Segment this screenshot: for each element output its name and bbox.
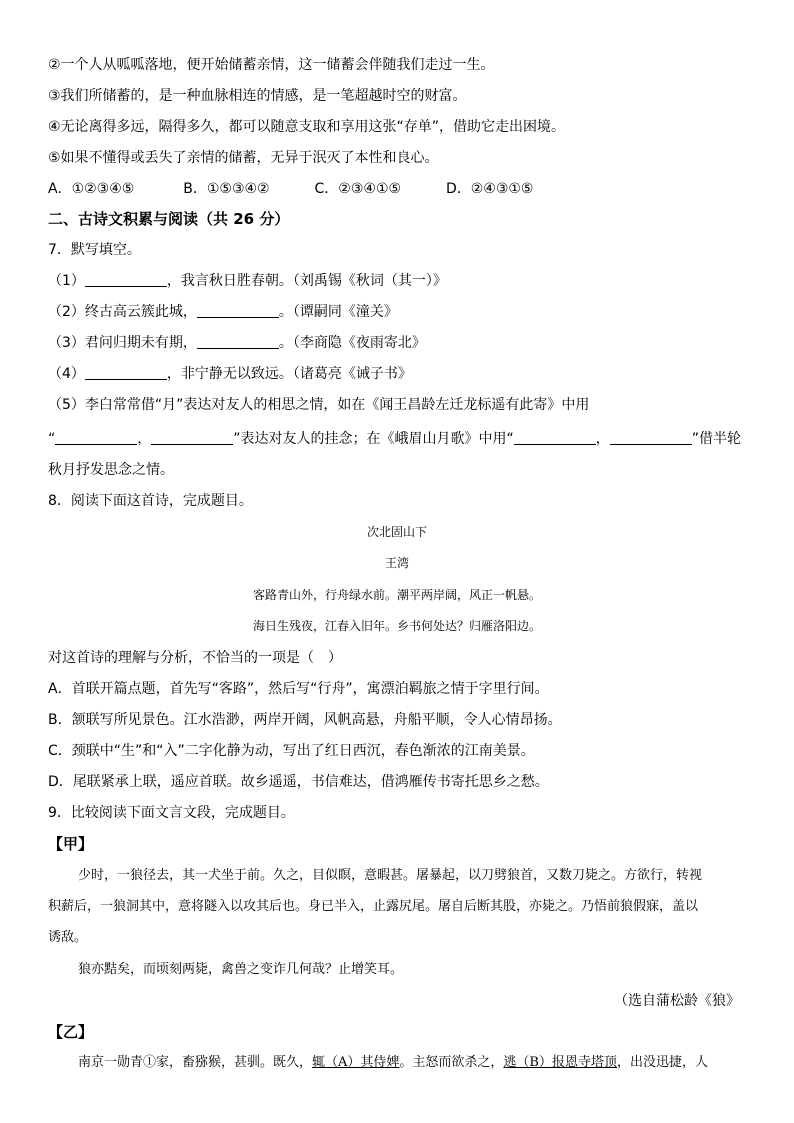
q6-sentence-2: ②一个人从呱呱落地，便开始储蓄亲情，这一储蓄会伴随我们走过一生。: [48, 57, 495, 73]
q9-stem: 9．比较阅读下面文言文段，完成题目。: [48, 805, 295, 821]
q7-item-1: [48, 271, 447, 291]
q6-option-c[interactable]: C．②③④①⑤: [314, 181, 402, 197]
q8-question: 对这首诗的理解与分析，不恰当的一项是（ ）: [48, 650, 342, 666]
poem-title: 次北固山下: [366, 525, 427, 539]
passage-jia-line-4: 狼亦黠矣，而顷刻两毙，禽兽之变诈几何哉？止增笑耳。: [78, 962, 404, 977]
q7-item-5-line-1: （5）李白常常借“月”表达对友人的相思之情，如在《闻王昌龄左迁龙标遥有此寄》中用: [48, 397, 590, 413]
q8-option-d[interactable]: D．尾联紧承上联，遥应首联。故乡遥遥，书信难达，借鸿雁传书寄托思乡之愁。: [48, 774, 549, 790]
q6-sentence-5: ⑤如果不懂得或丢失了亲情的储蓄，无异于泯灭了本性和良心。: [48, 150, 439, 166]
q7-item-4-text: ，非宁静无以致远。（诸葛亮《诫子书》: [166, 366, 412, 382]
q7-item-3-source: 。（李商隐《夜雨寄北》: [278, 335, 426, 351]
q6-option-b[interactable]: B．①⑤③④②: [183, 181, 270, 197]
answer-blank[interactable]: [514, 430, 596, 445]
q7-item-4: [48, 364, 412, 384]
q8-stem: 8．阅读下面这首诗，完成题目。: [48, 493, 253, 509]
q7-item-3: [48, 333, 426, 353]
q6-sentence-3: ③我们所储蓄的，是一种血脉相连的情感，是一笔超越时空的财富。: [48, 88, 467, 104]
comma: ，: [595, 431, 610, 447]
passage-jia-line-1: 少时，一狼径去，其一犬坐于前。久之，目似瞑，意暇甚。屠暴起，以刀劈狼首，又数刀毙之。方欲行，转视: [78, 868, 703, 883]
passage-yi-text-1: 南京一勋青①家，畜猕猴，甚驯。既久，: [78, 1055, 313, 1070]
passage-yi-line-1: [78, 1053, 708, 1073]
q7-item-3-text: （3）君问归期未有期，: [48, 335, 197, 351]
answer-blank[interactable]: [55, 430, 137, 445]
poem-line-2: 海日生残夜，江春入旧年。乡书何处达？归雁洛阳边。: [252, 619, 541, 633]
passage-jia-source: （选自蒲松龄《狼》: [614, 993, 740, 1009]
passage-yi-text-3: ，出没迅捷，人: [616, 1055, 708, 1070]
passage-jia-line-3: 诱敌。: [48, 930, 88, 945]
passage-yi-underline-a: 辄（A）其侍婢: [312, 1055, 400, 1070]
poem-author: 王湾: [384, 556, 409, 570]
passage-jia-line-2: 积薪后，一狼洞其中，意将隧入以攻其后也。身已半入，止露尻尾。屠自后断其股，亦毙之。乃悟前狼假寐，盖以: [48, 899, 699, 914]
q7-item-5-end-text: ”借半轮: [691, 431, 742, 447]
comma: ，: [137, 431, 152, 447]
q6-option-d[interactable]: D．②④③①⑤: [445, 181, 534, 197]
answer-blank[interactable]: [197, 303, 279, 318]
poem-line-1: 客路青山外，行舟绿水前。潮平两岸阔，风正一帆悬。: [252, 588, 541, 602]
q8-option-c[interactable]: C．颈联中“生”和“入”二字化静为动，写出了红日西沉，春色渐浓的江南美景。: [48, 743, 535, 759]
q6-sentence-4: ④无论离得多远，隔得多久，都可以随意支取和享用这张“存单”，借助它走出困境。: [48, 119, 566, 135]
q7-stem: 7．默写填空。: [48, 242, 141, 258]
q7-item-1-text: ，我言秋日胜春朝。（刘禹锡《秋词（其一）》: [166, 273, 447, 289]
q7-item-2-text: （2）终古高云簇此城，: [48, 304, 197, 320]
quote-mark: “: [48, 431, 56, 447]
q8-option-a[interactable]: A．首联开篇点题，首先写“客路”，然后写“行舟”，寓漂泊羁旅之情于字里行间。: [48, 681, 549, 697]
answer-blank[interactable]: [85, 365, 167, 380]
q7-item-1-number: （1）: [48, 273, 85, 289]
section-2-title: 二、古诗文积累与阅读（共 26 分）: [48, 210, 290, 228]
q7-item-5-line-2: [48, 429, 741, 449]
passage-jia-label: 【甲】: [48, 835, 94, 853]
q6-option-a[interactable]: A．①②③④⑤: [48, 181, 135, 197]
q7-item-2: [48, 302, 398, 322]
answer-blank[interactable]: [610, 430, 692, 445]
q7-item-4-number: （4）: [48, 366, 85, 382]
answer-blank[interactable]: [85, 272, 167, 287]
q7-item-2-source: 。（谭嗣同《潼关》: [278, 304, 398, 320]
q6-options: [48, 179, 534, 199]
q7-item-5-line-3: 秋月抒发思念之情。: [48, 462, 174, 478]
passage-yi-text-2: 。主怒而欲杀之，: [399, 1055, 504, 1070]
q7-item-5-middle-text: ”表达对友人的挂念；在《峨眉山月歌》中用“: [233, 431, 514, 447]
answer-blank[interactable]: [197, 334, 279, 349]
answer-blank[interactable]: [151, 430, 233, 445]
passage-yi-underline-b: 逃（B）报恩寺塔顶: [503, 1055, 617, 1070]
q8-option-b[interactable]: B．颔联写所见景色。江水浩渺，两岸开阔，风帆高悬，舟船平顺，令人心情昂扬。: [48, 712, 562, 728]
passage-yi-label: 【乙】: [48, 1023, 94, 1041]
